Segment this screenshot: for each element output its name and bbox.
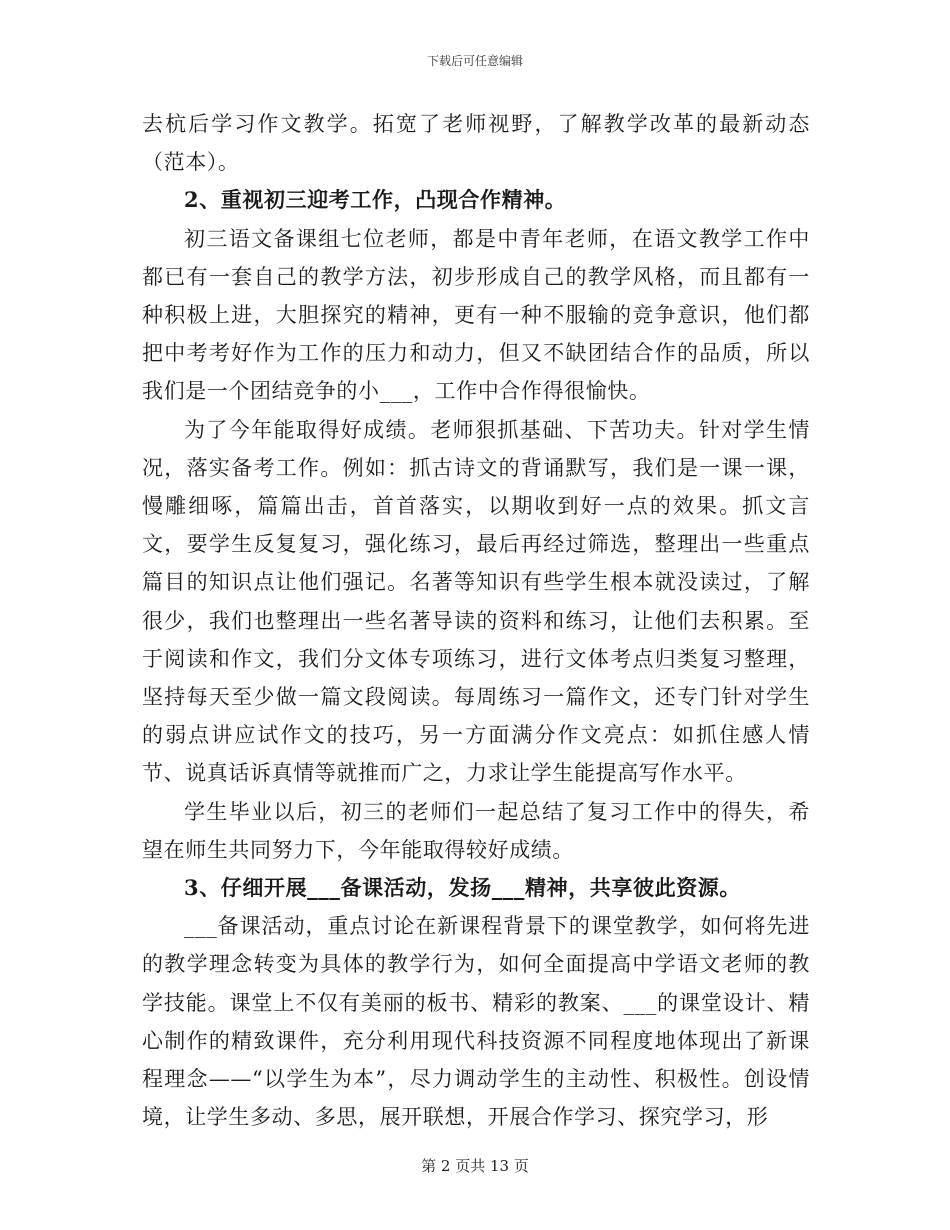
page-number: 第 2 页共 13 页 [421,1157,529,1175]
paragraph-continuation: 去杭后学习作文教学。拓宽了老师视野，了解教学改革的最新动态（范本）。 [142,112,810,175]
paragraph-lesson-activities: ___备课活动，重点讨论在新课程背景下的课堂教学，如何将先进的教学理念转变为具体的教学行为，如何全面提高中学语文老师的教学技能。课堂上不仅有美丽的板书、精彩的教案、___的课堂设计、精心制作的精致课件，充分利用现代科技资源不同程度地体现出了新课程理念——“以学生为本”，尽力调动学生的主动性、积极性。创设情境，让学生多动、多思，展开联想，开展合作学习、探究学习，形 [142,914,810,1130]
section-heading-2: 2、重视初三迎考工作，凸现合作精神。 [184,187,567,213]
document-body [142,105,810,1136]
section-heading-3: 3、仔细开展___备课活动，发扬___精神，共享彼此资源。 [184,875,742,901]
paragraph-exam-preparation: 为了今年能取得好成绩。老师狠抓基础、下苦功夫。针对学生情况，落实备考工作。例如：抓古诗文的背诵默写，我们是一课一课，慢雕细啄，篇篇出击，首首落实，以期收到好一点的效果。抓文言文，要学生反复复习，强化练习，最后再经过筛选，整理出一些重点篇目的知识点让他们强记。名著等知识有些学生根本就没读过，了解很少，我们也整理出一些名著导读的资料和练习，让他们去积累。至于阅读和作文，我们分文体专项练习，进行文体考点归类复习整理，坚持每天至少做一篇文段阅读。每周练习一篇作文，还专门针对学生的弱点讲应试作文的技巧，另一方面满分作文亮点：如抓住感人情节、说真话诉真情等就推而广之，力求让学生能提高写作水平。 [142,417,810,786]
paragraph-summary: 学生毕业以后，初三的老师们一起总结了复习工作中的得失，希望在师生共同努力下，今年能取得较好成绩。 [142,799,810,862]
paragraph-team-description: 初三语文备课组七位老师，都是中青年老师，在语文教学工作中都已有一套自己的教学方法，初步形成自己的教学风格，而且都有一种积极上进，大胆探究的精神，更有一种不服输的竞争意识，他们都把中考考好作为工作的压力和动力，但又不缺团结合作的品质，所以我们是一个团结竞争的小___，工作中合作得很愉快。 [142,226,810,404]
page-header: 下载后可任意编辑 [426,54,523,68]
